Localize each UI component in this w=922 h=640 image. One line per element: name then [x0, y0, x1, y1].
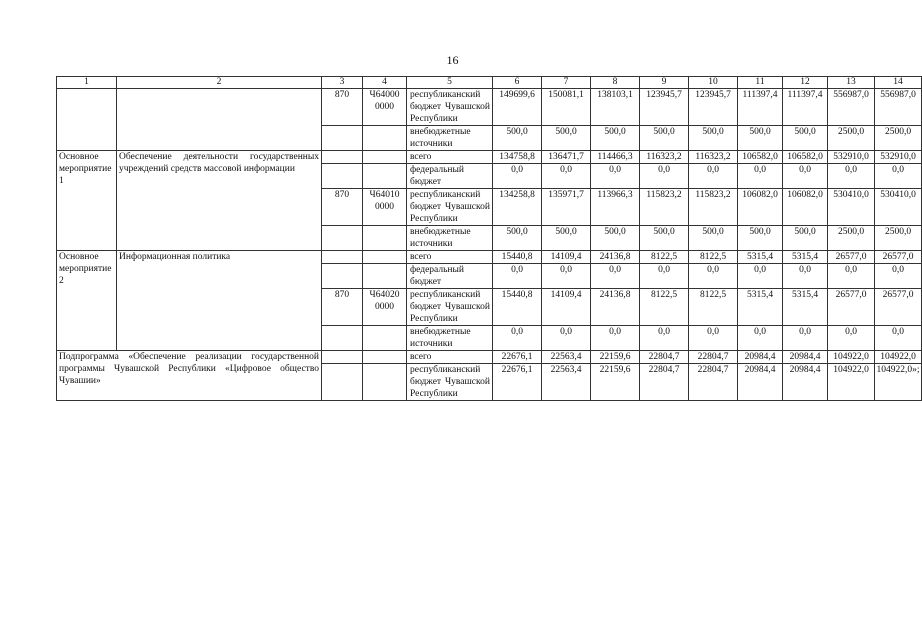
amount-cell: 116323,2 — [689, 151, 738, 164]
admin-code — [322, 364, 363, 401]
amount-cell: 530410,0 — [828, 189, 875, 226]
amount-cell: 15440,8 — [493, 251, 542, 264]
activity-name: Основное мероприятие 2 — [57, 251, 117, 351]
amount-cell: 500,0 — [542, 226, 591, 251]
budget-classification-code — [363, 151, 407, 164]
amount-cell: 20984,4 — [783, 351, 828, 364]
amount-cell: 0,0 — [542, 326, 591, 351]
amount-cell: 22563,4 — [542, 364, 591, 401]
page-number: 16 — [446, 53, 459, 67]
budget-classification-code — [363, 251, 407, 264]
budget-classification-code: Ч64010 0000 — [363, 189, 407, 226]
amount-cell: 149699,6 — [493, 89, 542, 126]
amount-cell: 0,0 — [738, 164, 783, 189]
funding-source: внебюджетные источники — [407, 126, 493, 151]
amount-cell: 134258,8 — [493, 189, 542, 226]
amount-cell: 0,0 — [640, 164, 689, 189]
activity-name — [57, 89, 117, 151]
funding-source: республиканский бюджет Чувашской Республики — [407, 89, 493, 126]
amount-cell: 20984,4 — [738, 351, 783, 364]
header-cell: 14 — [875, 77, 922, 89]
amount-cell: 26577,0 — [828, 289, 875, 326]
amount-cell: 5315,4 — [783, 289, 828, 326]
amount-cell: 104922,0»; — [875, 364, 922, 401]
table-row — [57, 351, 922, 364]
amount-cell: 106082,0 — [783, 189, 828, 226]
amount-cell: 0,0 — [875, 326, 922, 351]
budget-classification-code — [363, 226, 407, 251]
amount-cell: 500,0 — [738, 126, 783, 151]
budget-classification-code — [363, 351, 407, 364]
amount-cell: 2500,0 — [828, 226, 875, 251]
amount-cell: 8122,5 — [640, 289, 689, 326]
amount-cell: 22804,7 — [640, 364, 689, 401]
admin-code — [322, 164, 363, 189]
budget-classification-code — [363, 164, 407, 189]
funding-source: внебюджетные источники — [407, 326, 493, 351]
amount-cell: 500,0 — [542, 126, 591, 151]
amount-cell: 0,0 — [783, 164, 828, 189]
amount-cell: 22159,6 — [591, 364, 640, 401]
amount-cell: 0,0 — [591, 264, 640, 289]
activity-description: Обеспечение деятельности государственных учреждений средств массовой информации — [117, 151, 322, 251]
funding-source: федеральный бюджет — [407, 264, 493, 289]
header-cell: 4 — [363, 77, 407, 89]
amount-cell: 111397,4 — [738, 89, 783, 126]
amount-cell: 532910,0 — [875, 151, 922, 164]
amount-cell: 530410,0 — [875, 189, 922, 226]
admin-code — [322, 226, 363, 251]
amount-cell: 2500,0 — [828, 126, 875, 151]
amount-cell: 5315,4 — [738, 251, 783, 264]
amount-cell: 0,0 — [875, 164, 922, 189]
amount-cell: 0,0 — [783, 326, 828, 351]
amount-cell: 26577,0 — [875, 251, 922, 264]
amount-cell: 0,0 — [493, 326, 542, 351]
table-row — [57, 251, 922, 264]
amount-cell: 24136,8 — [591, 289, 640, 326]
amount-cell: 0,0 — [738, 326, 783, 351]
column-number-row — [57, 77, 922, 89]
admin-code — [322, 151, 363, 164]
amount-cell: 8122,5 — [689, 251, 738, 264]
funding-source: федеральный бюджет — [407, 164, 493, 189]
budget-classification-code — [363, 126, 407, 151]
amount-cell: 24136,8 — [591, 251, 640, 264]
funding-source: республиканский бюджет Чувашской Республики — [407, 189, 493, 226]
amount-cell: 500,0 — [738, 226, 783, 251]
amount-cell: 500,0 — [689, 126, 738, 151]
amount-cell: 14109,4 — [542, 289, 591, 326]
amount-cell: 8122,5 — [689, 289, 738, 326]
amount-cell: 0,0 — [738, 264, 783, 289]
admin-code: 870 — [322, 189, 363, 226]
amount-cell: 150081,1 — [542, 89, 591, 126]
header-cell: 1 — [57, 77, 117, 89]
amount-cell: 123945,7 — [640, 89, 689, 126]
amount-cell: 8122,5 — [640, 251, 689, 264]
amount-cell: 0,0 — [640, 264, 689, 289]
amount-cell: 500,0 — [783, 226, 828, 251]
amount-cell: 15440,8 — [493, 289, 542, 326]
amount-cell: 20984,4 — [783, 364, 828, 401]
funding-source: республиканский бюджет Чувашской Республики — [407, 364, 493, 401]
amount-cell: 22676,1 — [493, 364, 542, 401]
header-cell: 8 — [591, 77, 640, 89]
amount-cell: 123945,7 — [689, 89, 738, 126]
amount-cell: 0,0 — [493, 164, 542, 189]
amount-cell: 0,0 — [828, 264, 875, 289]
budget-classification-code — [363, 326, 407, 351]
header-cell: 7 — [542, 77, 591, 89]
amount-cell: 0,0 — [542, 264, 591, 289]
admin-code — [322, 126, 363, 151]
amount-cell: 14109,4 — [542, 251, 591, 264]
amount-cell: 0,0 — [689, 264, 738, 289]
amount-cell: 106082,0 — [738, 189, 783, 226]
header-cell: 3 — [322, 77, 363, 89]
amount-cell: 500,0 — [640, 226, 689, 251]
amount-cell: 22563,4 — [542, 351, 591, 364]
budget-table — [56, 76, 922, 401]
amount-cell: 22804,7 — [689, 351, 738, 364]
activity-name: Основное мероприятие 1 — [57, 151, 117, 251]
amount-cell: 0,0 — [640, 326, 689, 351]
amount-cell: 111397,4 — [783, 89, 828, 126]
amount-cell: 500,0 — [591, 226, 640, 251]
amount-cell: 0,0 — [493, 264, 542, 289]
budget-classification-code: Ч64000 0000 — [363, 89, 407, 126]
amount-cell: 115823,2 — [689, 189, 738, 226]
header-cell: 2 — [117, 77, 322, 89]
amount-cell: 500,0 — [783, 126, 828, 151]
amount-cell: 0,0 — [591, 164, 640, 189]
amount-cell: 0,0 — [689, 164, 738, 189]
amount-cell: 500,0 — [591, 126, 640, 151]
amount-cell: 2500,0 — [875, 126, 922, 151]
amount-cell: 0,0 — [591, 326, 640, 351]
header-cell: 12 — [783, 77, 828, 89]
amount-cell: 500,0 — [493, 226, 542, 251]
header-cell: 10 — [689, 77, 738, 89]
activity-description: Информационная политика — [117, 251, 322, 351]
amount-cell: 0,0 — [828, 326, 875, 351]
amount-cell: 0,0 — [689, 326, 738, 351]
amount-cell: 500,0 — [493, 126, 542, 151]
amount-cell: 26577,0 — [828, 251, 875, 264]
amount-cell: 134758,8 — [493, 151, 542, 164]
amount-cell: 135971,7 — [542, 189, 591, 226]
amount-cell: 138103,1 — [591, 89, 640, 126]
table-row — [57, 89, 922, 126]
funding-source: внебюджетные источники — [407, 226, 493, 251]
amount-cell: 113966,3 — [591, 189, 640, 226]
amount-cell: 532910,0 — [828, 151, 875, 164]
admin-code — [322, 351, 363, 364]
budget-classification-code: Ч64020 0000 — [363, 289, 407, 326]
admin-code — [322, 251, 363, 264]
table-body — [57, 89, 922, 401]
amount-cell: 0,0 — [828, 164, 875, 189]
activity-description — [117, 89, 322, 151]
amount-cell: 26577,0 — [875, 289, 922, 326]
budget-classification-code — [363, 264, 407, 289]
amount-cell: 5315,4 — [738, 289, 783, 326]
header-cell: 13 — [828, 77, 875, 89]
funding-source: всего — [407, 351, 493, 364]
amount-cell: 22804,7 — [689, 364, 738, 401]
amount-cell: 0,0 — [875, 264, 922, 289]
table-row — [57, 151, 922, 164]
amount-cell: 556987,0 — [828, 89, 875, 126]
amount-cell: 500,0 — [689, 226, 738, 251]
funding-source: всего — [407, 151, 493, 164]
amount-cell: 104922,0 — [828, 364, 875, 401]
amount-cell: 104922,0 — [828, 351, 875, 364]
amount-cell: 2500,0 — [875, 226, 922, 251]
amount-cell: 0,0 — [783, 264, 828, 289]
admin-code: 870 — [322, 89, 363, 126]
budget-classification-code — [363, 364, 407, 401]
amount-cell: 5315,4 — [783, 251, 828, 264]
amount-cell: 104922,0 — [875, 351, 922, 364]
header-cell: 5 — [407, 77, 493, 89]
header-cell: 11 — [738, 77, 783, 89]
amount-cell: 20984,4 — [738, 364, 783, 401]
funding-source: республиканский бюджет Чувашской Республики — [407, 289, 493, 326]
amount-cell: 114466,3 — [591, 151, 640, 164]
amount-cell: 106582,0 — [783, 151, 828, 164]
admin-code — [322, 326, 363, 351]
subprogram-title: Подпрограмма «Обеспечение реализации государственной программы Чувашской Республики «Цифровое общество Чувашии» — [57, 351, 322, 401]
amount-cell: 22804,7 — [640, 351, 689, 364]
header-cell: 6 — [493, 77, 542, 89]
amount-cell: 22676,1 — [493, 351, 542, 364]
amount-cell: 500,0 — [640, 126, 689, 151]
amount-cell: 22159,6 — [591, 351, 640, 364]
amount-cell: 106582,0 — [738, 151, 783, 164]
amount-cell: 116323,2 — [640, 151, 689, 164]
amount-cell: 0,0 — [542, 164, 591, 189]
funding-source: всего — [407, 251, 493, 264]
header-cell: 9 — [640, 77, 689, 89]
amount-cell: 556987,0 — [875, 89, 922, 126]
admin-code — [322, 264, 363, 289]
admin-code: 870 — [322, 289, 363, 326]
amount-cell: 115823,2 — [640, 189, 689, 226]
amount-cell: 136471,7 — [542, 151, 591, 164]
